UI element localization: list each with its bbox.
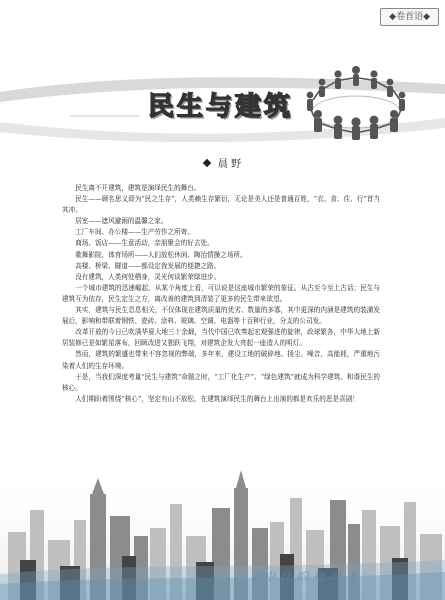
city-skyline-illustration <box>0 470 445 600</box>
author-name: 晨 野 <box>217 159 242 170</box>
paragraph: 民生——顾名思义即为“民之生存”，人类赖生存繁衍，无论是美人还是普通百姓，“衣、食、住、行”首当其冲。 <box>62 195 380 215</box>
footer-script-text: 新中 什 的 物 时 才 <box>252 570 359 583</box>
paragraph: 一个城市建筑的迅速崛起，从某个角度上看，可以说是这座城市繁荣的象征。从古至今至上古话；民生与建筑互为依存，民生定生之方，离改善的建筑到清装了更多的民生带来欲望。 <box>62 283 380 303</box>
paragraph: 工厂车间、办公楼——生产劳作之所寄。 <box>75 228 194 237</box>
paragraph: 改革开放的今日已吹满华夏大地三十余载，当代中国已吹奏起宏观强进的旋律，政球繁各，中华大地上新居装修已是如繁星落布，回顾改进又独跃飞翔，对建筑企发大亮起一座造人的明灯。 <box>62 328 380 348</box>
paragraph: 其实，建筑与民生息息相关，不仅体现在建筑质量的优劣、数量的多寡，其中更深的内涵是建筑的装潢发展后，影响和带联着钢铁、瓷砖、涂料、玻璃、空调、电器等十百种行业，分支的公司发。 <box>62 306 380 326</box>
paragraph: 于是，当我们深度考量“民生与建筑”命题之时，“工厂化生产”、“绿色建筑”就成为科学建筑、和谐民生的核心。 <box>62 372 380 392</box>
people-circle-illustration <box>300 62 412 140</box>
paragraph: 没有建筑，人类何处栖身，灵光何谈繁荣绿进步。 <box>75 272 221 281</box>
paragraph: 居室——遮风避雨的温馨之家。 <box>75 217 168 226</box>
diamond-bullet-icon <box>203 159 211 167</box>
paragraph: 然而，建筑的繁盛也带来不容忽视的弊端，多年来，建设工地的破碎地、扬尘、噪音，高能耗，严重地污染着人们的生存环境。 <box>62 350 380 370</box>
section-tag: ◆卷首语◆ <box>380 8 439 26</box>
article-title: 民生与建筑 <box>148 92 294 122</box>
paragraph: 高楼、桥梁、隧道——都设定我发展的便捷之路。 <box>75 261 221 270</box>
article-body <box>62 183 380 405</box>
paragraph: 歌舞影院、体育场所——人们放松休闲、陶冶情操之场所。 <box>75 250 247 259</box>
paragraph: 商场、饭店——生意活动，亲朋聚会的好去处。 <box>75 239 214 248</box>
author-byline <box>0 155 445 170</box>
paragraph: 人们期盼着围绕“核心”，坚定有山不放松，在建筑演绎民生的舞台上出演的都是欢乐的恶是喜剧！ <box>75 394 359 403</box>
paragraph: 民生离不开建筑，建筑是演绎民生的舞台。 <box>75 184 201 192</box>
